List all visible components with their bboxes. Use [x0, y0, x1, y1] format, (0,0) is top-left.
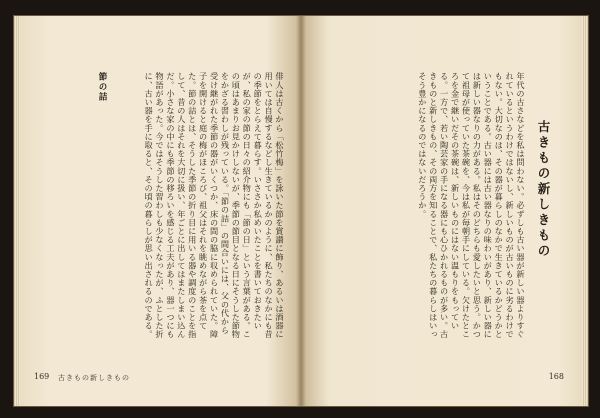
- right-page: [301, 16, 588, 406]
- left-page-body: 俳人は古くから「松竹梅」を詠いた節を賞讃に飾り、あるいは酒器に用いては自慢するなどし生きているかのように、私たちのなかにも昔の季節をとらえて暮らす。いささか私めいたことを書いておきたいが、私の家の節の日々の紹介物にも「節の日」という言葉がある。この頃はあまりお見かけしないが、季節の節目となる日にそうした節物をかざる習わしが残っている。「節の詰」の間合いには、父の代から受け継がれた季節の器がいくつか、床の間の脇に収められていた。障子を開けると庭の梅がほころび、祖父はそれを眺めながら茶を点てた。節の詰とは、そうした季節の折り目に用いる器や調度のことを指して、昔の人はそれを大切に扱い、年ごとに出してはまたしまい込んだ。小さな家の中にも季節の移ろいを感じる工夫があり、器一つにも物語があった。今ではそうした習わしも少なくなったが、ふとした折に、古い器を手に取ると、その頃の暮らしが思い出されるのである。: [144, 72, 285, 339]
- running-head: 古きもの新しきもの: [58, 374, 130, 382]
- section-heading: 節の詰: [97, 72, 107, 102]
- open-book: [14, 16, 588, 406]
- left-page: [14, 16, 301, 406]
- book-gutter: [296, 16, 306, 406]
- page-edge-left: [14, 16, 20, 406]
- right-page-body: 年代の古さなどを私は問わない。必ずしも古い器が新しい器よりすぐれているというわけではないし、新しいものが古いものに劣るわけでもない。大切なのは、その器が暮らしのなかで生きているかどうかということである。古い器には古い器なりの味わいがあり、新しい器には新しい器なりの力がある。私はそのどちらも愛したいと思う。かつて祖母が使っていた茶碗を、今は私が毎朝手にしている。欠けたところを金で継いだその茶碗は、新しいものにはない温もりをもっている。一方で、若い陶芸家の手になる器にも心ひかれるものが多い。古きものと新しきもの、その両方を知ることで、私たちの暮らしはいっそう豊かになるのではないだろうか。: [417, 72, 526, 339]
- chapter-title: 古きもの新しきもの: [536, 120, 551, 260]
- page-edge-right: [582, 16, 588, 406]
- left-page-number: 169: [34, 372, 50, 381]
- right-page-number: 168: [548, 372, 564, 381]
